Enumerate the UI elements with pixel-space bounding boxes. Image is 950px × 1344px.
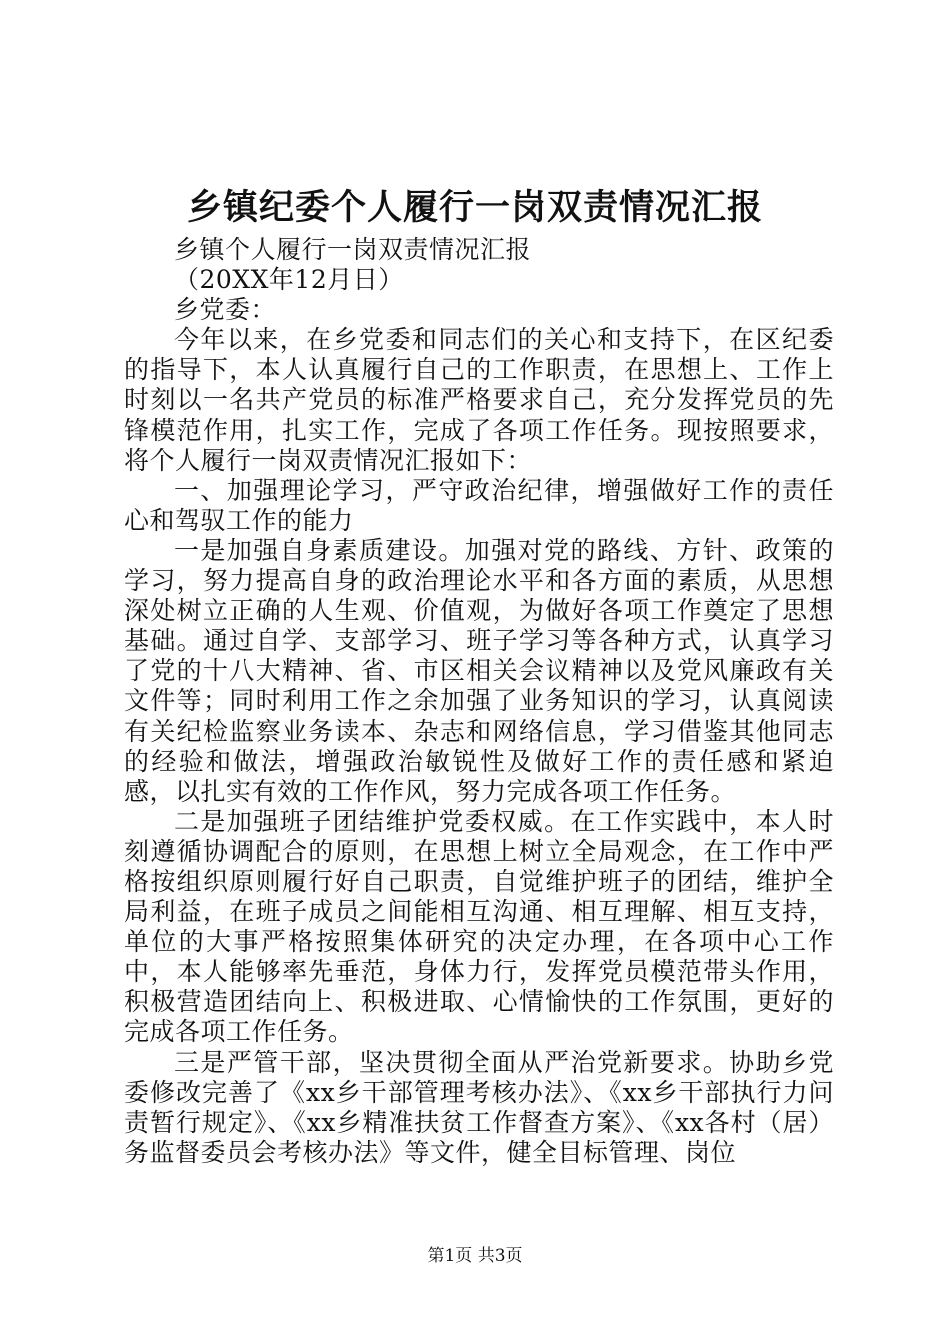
- paragraph-date: （20XX年12月日）: [174, 265, 404, 295]
- paragraph-intro: 今年以来，在乡党委和同志们的关心和支持下，在区纪委的指导下，本人认真履行自己的工作职责，在思想上、工作上时刻以一名共产党员的标准严格要求自己，充分发挥党员的先锋模范作用，扎实工作，完成了各项工作任务。现按照要求，将个人履行一岗双责情况汇报如下：: [124, 325, 834, 475]
- paragraph-subtitle: 乡镇个人履行一岗双责情况汇报: [174, 235, 532, 264]
- paragraph-salutation: 乡党委：: [174, 295, 277, 325]
- document-title: 乡镇纪委个人履行一岗双责情况汇报: [186, 187, 763, 228]
- paragraph-point-2: 二是加强班子团结维护党委权威。在工作实践中，本人时刻遵循协调配合的原则，在思想上树立全局观念，在工作中严格按组织原则履行好自己职责，自觉维护班子的团结，维护全局利益，在班子成员之间能相互沟通、相互理解、相互支持，单位的大事严格按照集体研究的决定办理，在各项中心工作中，本人能够率先垂范，身体力行，发挥党员模范带头作用，积极营造团结向上、积极进取、心情愉快的工作氛围，更好的完成各项工作任务。: [124, 806, 834, 1047]
- section-heading-1: 一、加强理论学习，严守政治纪律，增强做好工作的责任心和驾驭工作的能力: [124, 475, 834, 535]
- document-body: [124, 235, 834, 1168]
- page-number-footer: 第1页 共3页: [427, 1246, 523, 1266]
- paragraph-point-1: 一是加强自身素质建设。加强对党的路线、方针、政策的学习，努力提高自身的政治理论水平和各方面的素质，从思想深处树立正确的人生观、价值观，为做好各项工作奠定了思想基础。通过自学、支部学习、班子学习等各种方式，认真学习了党的十八大精神、省、市区相关会议精神以及党风廉政有关文件等；同时利用工作之余加强了业务知识的学习，认真阅读有关纪检监察业务读本、杂志和网络信息，学习借鉴其他同志的经验和做法，增强政治敏锐性及做好工作的责任感和紧迫感，以扎实有效的工作作风，努力完成各项工作任务。: [124, 535, 834, 806]
- paragraph-point-3: 三是严管干部，坚决贯彻全面从严治党新要求。协助乡党委修改完善了《xx乡干部管理考核办法》、《xx乡干部执行力问责暂行规定》、《xx乡精准扶贫工作督查方案》、《xx各村（居）务监督委员会考核办法》等文件，健全目标管理、岗位: [124, 1047, 834, 1167]
